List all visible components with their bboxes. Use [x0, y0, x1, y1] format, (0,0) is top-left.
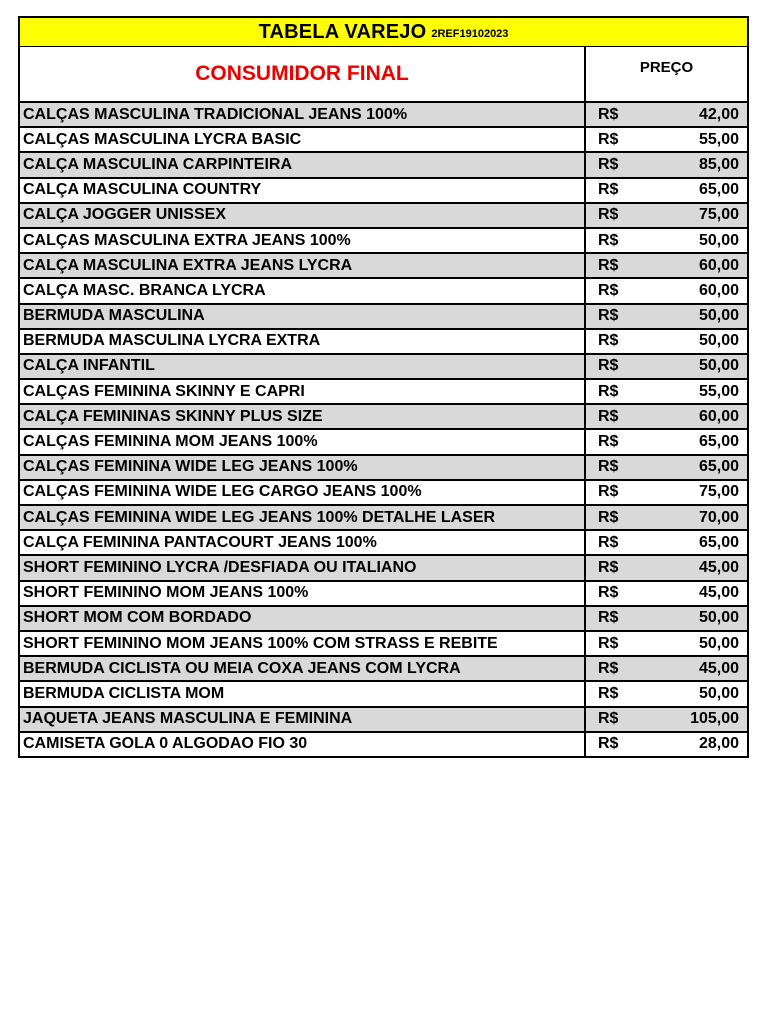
- currency-symbol: R$: [598, 382, 619, 400]
- table-row: [20, 506, 747, 531]
- table-row: [20, 279, 747, 304]
- table-row: [20, 733, 747, 758]
- currency-symbol: R$: [598, 558, 619, 576]
- product-name: SHORT FEMININO MOM JEANS 100% COM STRASS E REBITE: [20, 632, 586, 655]
- price-cell: [586, 531, 747, 554]
- table-row: [20, 657, 747, 682]
- table-row: [20, 632, 747, 657]
- price-value: 65,00: [698, 181, 739, 199]
- price-value: 50,00: [698, 609, 739, 627]
- table-title: TABELA VAREJO: [258, 20, 427, 43]
- product-name: CAMISETA GOLA 0 ALGODAO FIO 30: [20, 733, 586, 756]
- price-value: 45,00: [698, 659, 739, 677]
- price-value: 75,00: [698, 206, 739, 224]
- product-name: BERMUDA CICLISTA OU MEIA COXA JEANS COM LYCRA: [20, 657, 586, 680]
- table-row: [20, 229, 747, 254]
- price-column-header: PREÇO: [639, 59, 694, 76]
- price-cell: [586, 103, 747, 126]
- price-value: 45,00: [698, 584, 739, 602]
- product-name: JAQUETA JEANS MASCULINA E FEMININA: [20, 708, 586, 731]
- price-cell: [586, 179, 747, 202]
- currency-symbol: R$: [598, 684, 619, 702]
- price-cell: [586, 556, 747, 579]
- product-name: CALÇA INFANTIL: [20, 355, 586, 378]
- price-cell: [586, 279, 747, 302]
- currency-symbol: R$: [598, 710, 619, 728]
- currency-symbol: R$: [598, 155, 619, 173]
- price-cell: [586, 481, 747, 504]
- price-value: 65,00: [698, 533, 739, 551]
- price-cell: [586, 128, 747, 151]
- price-cell: [586, 229, 747, 252]
- column-header-row: [18, 47, 749, 103]
- currency-symbol: R$: [598, 508, 619, 526]
- currency-symbol: R$: [598, 407, 619, 425]
- title-bar: [18, 16, 749, 47]
- price-value: 105,00: [690, 710, 739, 728]
- currency-symbol: R$: [598, 181, 619, 199]
- price-cell: [586, 607, 747, 630]
- price-cell: [586, 153, 747, 176]
- table-row: [20, 179, 747, 204]
- product-name: CALÇA MASCULINA COUNTRY: [20, 179, 586, 202]
- product-name: CALÇAS MASCULINA TRADICIONAL JEANS 100%: [20, 103, 586, 126]
- price-cell: [586, 380, 747, 403]
- price-value: 45,00: [698, 558, 739, 576]
- price-cell: [586, 506, 747, 529]
- product-name: SHORT FEMININO LYCRA /DESFIADA OU ITALIANO: [20, 556, 586, 579]
- table-row: [20, 330, 747, 355]
- table-row: [20, 556, 747, 581]
- table-row: [20, 456, 747, 481]
- product-name: CALÇA MASCULINA CARPINTEIRA: [20, 153, 586, 176]
- currency-symbol: R$: [598, 281, 619, 299]
- product-name: BERMUDA CICLISTA MOM: [20, 682, 586, 705]
- price-value: 50,00: [698, 357, 739, 375]
- price-value: 60,00: [698, 407, 739, 425]
- table-row: [20, 103, 747, 128]
- currency-symbol: R$: [598, 634, 619, 652]
- product-name: CALÇAS FEMININA WIDE LEG JEANS 100% DETALHE LASER: [20, 506, 586, 529]
- price-cell: [586, 355, 747, 378]
- currency-symbol: R$: [598, 105, 619, 123]
- product-name: SHORT MOM COM BORDADO: [20, 607, 586, 630]
- reference-code: 2REF19102023: [431, 28, 509, 40]
- price-cell: [586, 657, 747, 680]
- currency-symbol: R$: [598, 307, 619, 325]
- table-body: [18, 103, 749, 758]
- product-name: BERMUDA MASCULINA: [20, 305, 586, 328]
- currency-symbol: R$: [598, 357, 619, 375]
- price-value: 50,00: [698, 231, 739, 249]
- currency-symbol: R$: [598, 433, 619, 451]
- price-value: 65,00: [698, 458, 739, 476]
- product-name: BERMUDA MASCULINA LYCRA EXTRA: [20, 330, 586, 353]
- product-name: CALÇAS MASCULINA LYCRA BASIC: [20, 128, 586, 151]
- table-row: [20, 204, 747, 229]
- price-value: 60,00: [698, 281, 739, 299]
- table-row: [20, 355, 747, 380]
- price-cell: [586, 330, 747, 353]
- price-value: 60,00: [698, 256, 739, 274]
- currency-symbol: R$: [598, 231, 619, 249]
- table-row: [20, 582, 747, 607]
- price-cell: [586, 254, 747, 277]
- currency-symbol: R$: [598, 584, 619, 602]
- product-name: CALÇAS MASCULINA EXTRA JEANS 100%: [20, 229, 586, 252]
- table-row: [20, 708, 747, 733]
- price-value: 28,00: [698, 735, 739, 753]
- table-row: [20, 153, 747, 178]
- price-cell: [586, 733, 747, 756]
- product-name: CALÇA FEMININA PANTACOURT JEANS 100%: [20, 531, 586, 554]
- price-cell: [586, 682, 747, 705]
- currency-symbol: R$: [598, 206, 619, 224]
- currency-symbol: R$: [598, 533, 619, 551]
- table-row: [20, 405, 747, 430]
- product-name: CALÇAS FEMININA WIDE LEG JEANS 100%: [20, 456, 586, 479]
- currency-symbol: R$: [598, 458, 619, 476]
- table-row: [20, 128, 747, 153]
- currency-symbol: R$: [598, 735, 619, 753]
- price-value: 50,00: [698, 307, 739, 325]
- currency-symbol: R$: [598, 483, 619, 501]
- table-row: [20, 430, 747, 455]
- price-cell: [586, 305, 747, 328]
- currency-symbol: R$: [598, 130, 619, 148]
- price-value: 75,00: [698, 483, 739, 501]
- price-cell: [586, 708, 747, 731]
- price-value: 70,00: [698, 508, 739, 526]
- product-name: SHORT FEMININO MOM JEANS 100%: [20, 582, 586, 605]
- currency-symbol: R$: [598, 659, 619, 677]
- currency-symbol: R$: [598, 256, 619, 274]
- currency-symbol: R$: [598, 332, 619, 350]
- table-row: [20, 682, 747, 707]
- table-row: [20, 254, 747, 279]
- product-name: CALÇAS FEMININA SKINNY E CAPRI: [20, 380, 586, 403]
- currency-symbol: R$: [598, 609, 619, 627]
- price-value: 42,00: [698, 105, 739, 123]
- table-row: [20, 481, 747, 506]
- section-title: CONSUMIDOR FINAL: [20, 47, 586, 101]
- table-row: [20, 531, 747, 556]
- table-row: [20, 305, 747, 330]
- price-value: 85,00: [698, 155, 739, 173]
- product-name: CALÇA FEMININAS SKINNY PLUS SIZE: [20, 405, 586, 428]
- product-name: CALÇAS FEMININA WIDE LEG CARGO JEANS 100%: [20, 481, 586, 504]
- price-cell: [586, 405, 747, 428]
- price-cell: [586, 430, 747, 453]
- price-cell: [586, 582, 747, 605]
- price-value: 55,00: [698, 382, 739, 400]
- price-cell: [586, 456, 747, 479]
- product-name: CALÇA MASC. BRANCA LYCRA: [20, 279, 586, 302]
- price-value: 50,00: [698, 332, 739, 350]
- product-name: CALÇA MASCULINA EXTRA JEANS LYCRA: [20, 254, 586, 277]
- product-name: CALÇAS FEMININA MOM JEANS 100%: [20, 430, 586, 453]
- table-row: [20, 607, 747, 632]
- price-value: 50,00: [698, 634, 739, 652]
- price-value: 55,00: [698, 130, 739, 148]
- price-cell: [586, 632, 747, 655]
- price-value: 50,00: [698, 684, 739, 702]
- price-cell: [586, 204, 747, 227]
- price-value: 65,00: [698, 433, 739, 451]
- table-row: [20, 380, 747, 405]
- price-table: [18, 16, 749, 758]
- product-name: CALÇA JOGGER UNISSEX: [20, 204, 586, 227]
